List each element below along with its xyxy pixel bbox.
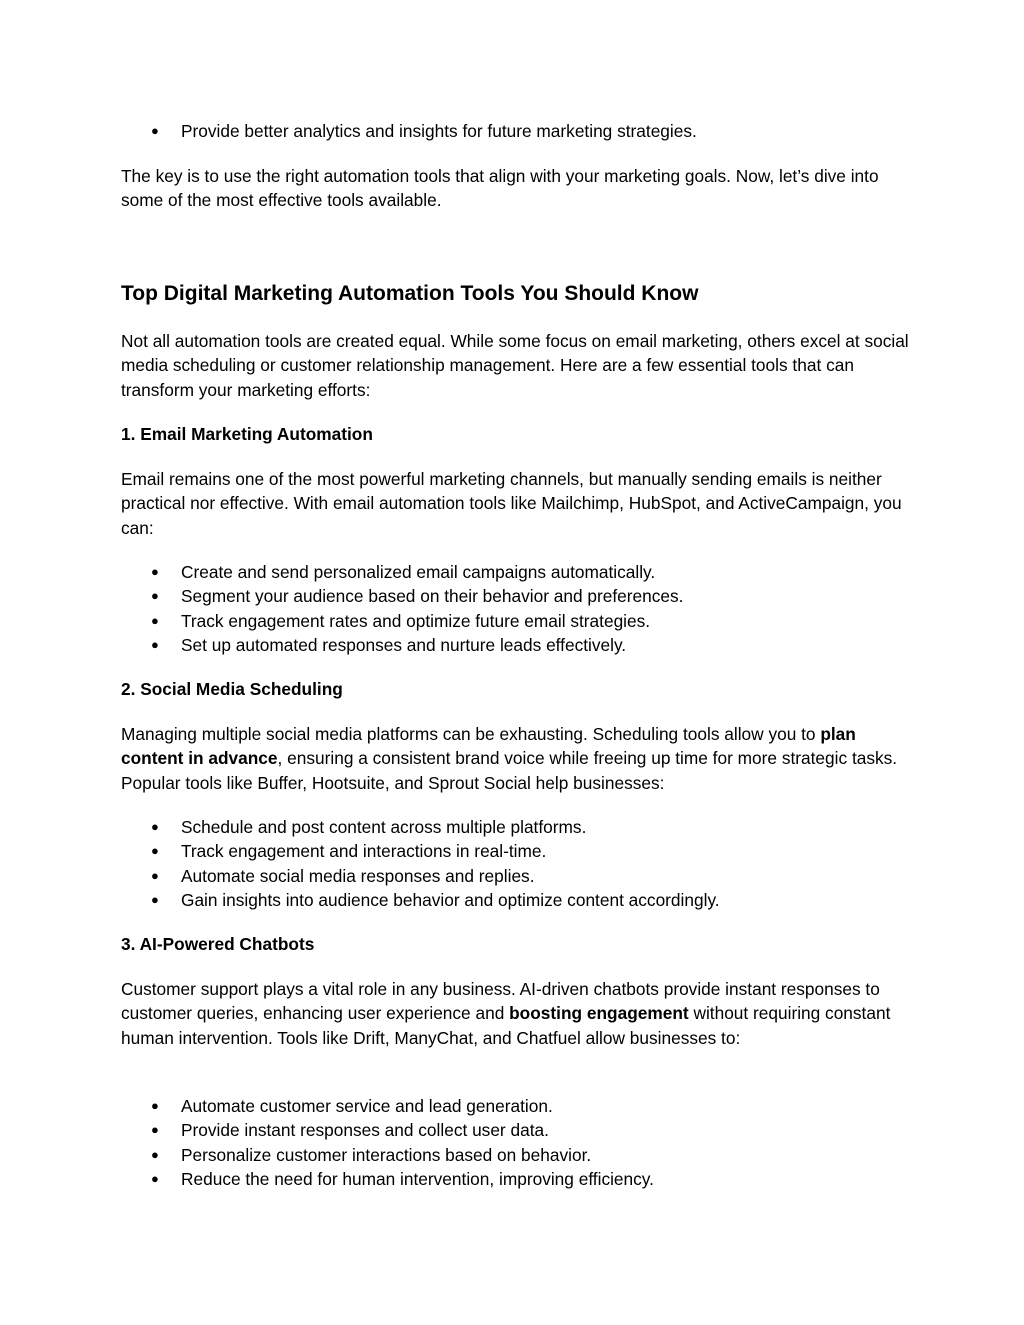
- bullet-icon: ●: [151, 588, 159, 604]
- bullet-icon: ●: [151, 1146, 159, 1162]
- top-bullet-list: [121, 119, 911, 143]
- bullet-icon: ●: [151, 123, 159, 138]
- bullet-icon: ●: [151, 636, 159, 652]
- list-item: ● Track engagement and interactions in real-time.: [121, 839, 911, 863]
- bullet-icon: ●: [151, 1122, 159, 1138]
- list-item: ● Provide better analytics and insights for future marketing strategies.: [121, 119, 911, 143]
- list-item: ● Reduce the need for human intervention, improving efficiency.: [121, 1167, 911, 1191]
- section-heading: Top Digital Marketing Automation Tools You Should Know: [121, 282, 699, 305]
- social-paragraph: Managing multiple social media platforms can be exhausting. Scheduling tools allow you to plan content in advance, ensuring a consistent brand voice while freeing up time for more strategic tasks. Popular tools like Buffer, Hootsuite, and Sprout Social help businesses:: [121, 724, 898, 793]
- chatbots-paragraph: Customer support plays a vital role in any business. AI-driven chatbots provide instant responses to customer queries, enhancing user experience and boosting engagement without requiring constant human intervention. Tools like Drift, ManyChat, and Chatfuel allow businesses to:: [121, 979, 891, 1048]
- bullet-icon: ●: [151, 891, 159, 907]
- list-item: ● Create and send personalized email campaigns automatically.: [121, 560, 911, 584]
- list-item: ● Automate social media responses and replies.: [121, 864, 911, 888]
- bullet-icon: ●: [151, 564, 159, 579]
- intro-paragraph: The key is to use the right automation tools that align with your marketing goals. Now, let’s dive into some of the most effective tools available.: [121, 166, 879, 211]
- list-item: ● Personalize customer interactions based on behavior.: [121, 1143, 911, 1167]
- list-item: ● Track engagement rates and optimize future email strategies.: [121, 609, 911, 633]
- bullet-icon: ●: [151, 867, 159, 883]
- email-bullet-list: [121, 560, 911, 657]
- section-intro-paragraph: Not all automation tools are created equal. While some focus on email marketing, others excel at social media scheduling or customer relationship management. Here are a few essential tools that can transform your marketing efforts:: [121, 331, 909, 400]
- chatbots-heading: 3. AI-Powered Chatbots: [121, 934, 315, 954]
- chatbots-bullet-list: [121, 1094, 911, 1191]
- list-item: ● Gain insights into audience behavior and optimize content accordingly.: [121, 888, 911, 912]
- email-paragraph: Email remains one of the most powerful marketing channels, but manually sending emails is neither practical nor effective. With email automation tools like Mailchimp, HubSpot, and ActiveCampaign, you can:: [121, 469, 902, 538]
- list-item: ● Set up automated responses and nurture leads effectively.: [121, 633, 911, 657]
- social-bold-phrase: plan content in advance: [121, 724, 856, 769]
- bullet-icon: ●: [151, 1098, 159, 1113]
- social-bullet-list: [121, 815, 911, 912]
- list-item: ● Provide instant responses and collect user data.: [121, 1118, 911, 1142]
- bullet-icon: ●: [151, 612, 159, 628]
- list-item: ● Segment your audience based on their behavior and preferences.: [121, 584, 911, 608]
- list-item: ● Automate customer service and lead generation.: [121, 1094, 911, 1118]
- social-heading: 2. Social Media Scheduling: [121, 679, 343, 699]
- chatbots-bold-phrase: boosting engagement: [509, 1003, 689, 1024]
- bullet-icon: ●: [151, 1170, 159, 1186]
- email-heading: 1. Email Marketing Automation: [121, 424, 373, 444]
- bullet-icon: ●: [151, 819, 159, 834]
- list-item: ● Schedule and post content across multiple platforms.: [121, 815, 911, 839]
- bullet-icon: ●: [151, 843, 159, 859]
